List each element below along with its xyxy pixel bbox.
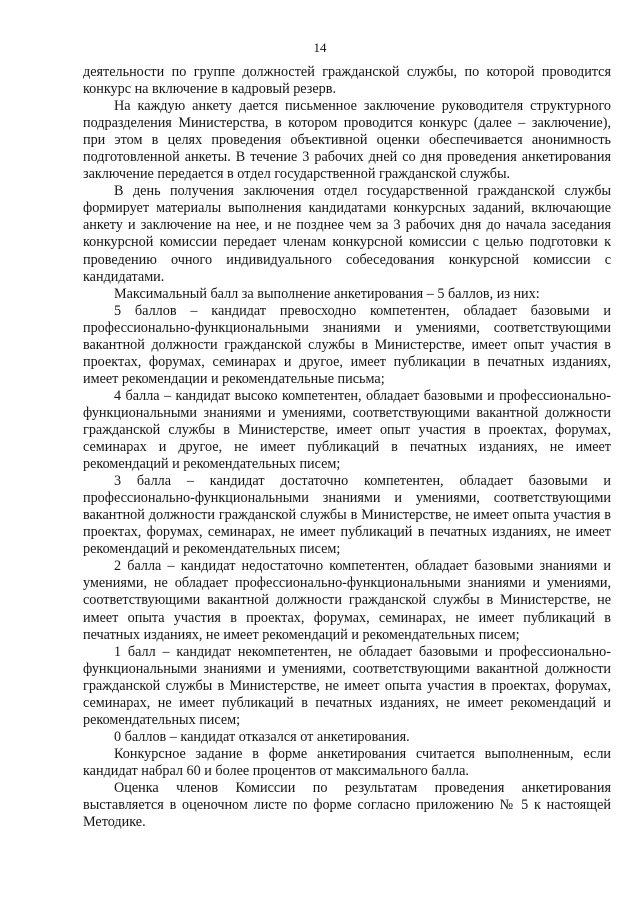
paragraph-score-4: 4 балла – кандидат высоко компетентен, обладает базовыми и профессионально-функциональными знаниями и умениями, соответствующими вакантной должности гражданской службы в Министерстве, имеет опыт участия в проектах, форумах, семинарах и другое, не имеет публикаций в печатных изданиях, не имеет рекомендаций и рекомендательных писем; (83, 387, 611, 473)
document-body (83, 64, 611, 831)
paragraph-max-score: Максимальный балл за выполнение анкетирования – 5 баллов, из них: (114, 285, 540, 302)
paragraph-score-0: 0 баллов – кандидат отказался от анкетирования. (114, 728, 410, 745)
paragraph-score-5: 5 баллов – кандидат превосходно компетентен, обладает базовыми и профессионально-функциональными знаниями и умениями, соответствующими вакантной должности гражданской службы в Министерстве, имеет опыт участия в проектах, форумах, семинарах и другое, имеет публикации в печатных изданиях, имеет рекомендации и рекомендательные письма; (83, 302, 611, 387)
paragraph-materials: В день получения заключения отдел государственной гражданской службы формирует материалы выполнения кандидатами конкурсных заданий, включающие анкету и заключение на нее, и не позднее чем за 3 рабочих дня до начала заседания конкурсной комиссии передает членам конкурсной комиссии с целью подготовки к проведению очного индивидуального собеседования конкурсной комиссии с кандидатами. (83, 183, 611, 285)
paragraph-completion-rule: Конкурсное задание в форме анкетирования считается выполненным, если кандидат набрал 60 и более процентов от максимального балла. (83, 745, 611, 779)
paragraph-score-2: 2 балла – кандидат недостаточно компетентен, обладает базовыми знаниями и умениями, не обладает профессионально-функциональными знаниями и умениями, соответствующими вакантной должности гражданской службы в Министерстве, не имеет опыта участия в проектах, форумах, семинарах, не имеет публикаций в печатных изданиях, не имеет рекомендаций и рекомендательных писем; (83, 558, 611, 643)
paragraph-score-3: 3 балла – кандидат достаточно компетентен, обладает базовыми и профессионально-функциональными знаниями и умениями, соответствующими вакантной должности гражданской службы в Министерстве, не имеет опыта участия в проектах, форумах, семинарах, не имеет публикаций в печатных изданиях, не имеет рекомендаций и рекомендательных писем; (83, 473, 611, 558)
paragraph-score-1: 1 балл – кандидат некомпетентен, не обладает базовыми и профессионально-функциональными знаниями и умениями, соответствующими вакантной должности гражданской службы в Министерстве, не имеет опыта участия в проектах, форумах, семинарах, не имеет публикаций в печатных изданиях, не имеет рекомендаций и рекомендательных писем; (83, 643, 611, 728)
paragraph-conclusion: На каждую анкету дается письменное заключение руководителя структурного подразделения Министерства, в котором проводится конкурс (далее – заключение), при этом в целях проведения объективной оценки обеспечивается анонимность подготовленной анкеты. В течение 3 рабочих дней со дня проведения анкетирования заключение передается в отдел государственной гражданской службы. (83, 98, 611, 183)
page-number: 14 (313, 40, 327, 55)
paragraph-evaluation-sheet: Оценка членов Комиссии по результатам проведения анкетирования выставляется в оценочном листе по форме согласно приложению № 5 к настоящей Методике. (83, 779, 611, 831)
paragraph-continuation: деятельности по группе должностей гражданской службы, по которой проводится конкурс на включение в кадровый резерв. (83, 64, 611, 98)
